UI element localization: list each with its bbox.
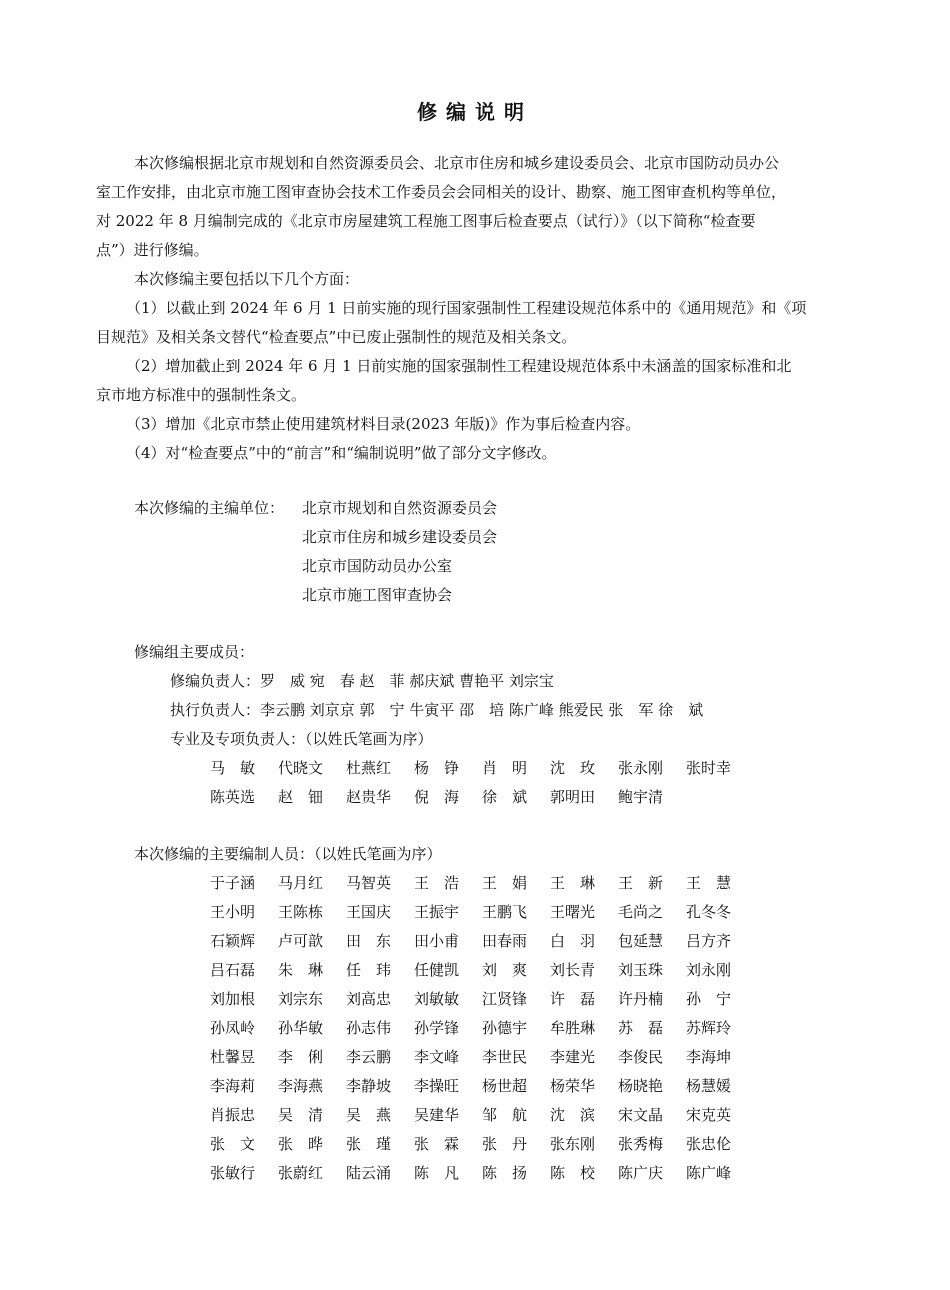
person-name: 石颖辉	[210, 932, 256, 950]
person-name: 刘长青	[550, 961, 596, 979]
person-name: 倪 海	[414, 788, 460, 806]
person-name: 陆云涌	[346, 1164, 392, 1182]
specialists-row	[210, 754, 754, 783]
person-name: 朱 琳	[278, 961, 324, 979]
person-name: 刘宗东	[278, 990, 324, 1008]
person-name: 杜燕红	[346, 759, 392, 777]
person-name: 马月红	[278, 874, 324, 892]
person-name: 李海莉	[210, 1077, 256, 1095]
person-name: 邹 航	[482, 1106, 528, 1124]
person-name: 王 娟	[482, 874, 528, 892]
person-name: 宋文晶	[618, 1106, 664, 1124]
person-name: 马智英	[346, 874, 392, 892]
person-name: 张东刚	[550, 1135, 596, 1153]
person-name: 刘加根	[210, 990, 256, 1008]
intro-paragraph	[96, 149, 856, 265]
leaders-line: 修编负责人：罗 威 宛 春 赵 菲 郝庆斌 曹艳平 刘宗宝	[170, 672, 554, 690]
editors-label: 本次修编的主要编制人员：（以姓氏笔画为序）	[134, 845, 442, 863]
person-name: 杨慧媛	[686, 1077, 732, 1095]
person-name: 张 晔	[278, 1135, 324, 1153]
person-name: 吴 燕	[346, 1106, 392, 1124]
chief-unit: 北京市施工图审查协会	[302, 586, 453, 604]
person-name: 杨 铮	[414, 759, 460, 777]
person-name: 李操旺	[414, 1077, 460, 1095]
person-name: 孙学锋	[414, 1019, 460, 1037]
aspect-line: （2）增加截止到 2024 年 6 月 1 日前实施的国家强制性工程建设规范体系中未涵盖的国家标准和北	[126, 357, 792, 375]
person-name: 孙志伟	[346, 1019, 392, 1037]
editors-row	[210, 1159, 754, 1188]
person-name: 沈 玫	[550, 759, 596, 777]
person-name: 牟胜琳	[550, 1019, 596, 1037]
person-name: 李云鹏	[346, 1048, 392, 1066]
person-name: 张秀梅	[618, 1135, 664, 1153]
person-name: 李静坡	[346, 1077, 392, 1095]
chief-unit: 北京市规划和自然资源委员会	[302, 499, 498, 517]
specialists-row	[210, 783, 754, 812]
person-name: 张蔚红	[278, 1164, 324, 1182]
person-name: 刘 爽	[482, 961, 528, 979]
person-name: 任 玮	[346, 961, 392, 979]
aspect-line: （4）对“检查要点”中的“前言”和“编制说明”做了部分文字修改。	[126, 444, 557, 462]
person-name: 孙 宁	[686, 990, 732, 1008]
aspects-section	[96, 265, 856, 468]
person-name: 田 东	[346, 932, 392, 950]
editors-row	[210, 1130, 754, 1159]
person-name: 陈广庆	[618, 1164, 664, 1182]
editors-row	[210, 898, 754, 927]
person-name: 毛尚之	[618, 903, 664, 921]
person-name: 马 敏	[210, 759, 256, 777]
editors-row	[210, 1101, 754, 1130]
person-name: 李海燕	[278, 1077, 324, 1095]
person-name: 刘永刚	[686, 961, 732, 979]
person-name: 田春雨	[482, 932, 528, 950]
person-name: 李俊民	[618, 1048, 664, 1066]
person-name: 徐 斌	[482, 788, 528, 806]
chief-unit: 北京市住房和城乡建设委员会	[302, 528, 498, 546]
person-name: 赵 钿	[278, 788, 324, 806]
person-name: 王陈栋	[278, 903, 324, 921]
person-name: 包延慧	[618, 932, 664, 950]
person-name: 李文峰	[414, 1048, 460, 1066]
person-name: 王 慧	[686, 874, 732, 892]
chief-units-list	[302, 494, 497, 610]
intro-line: 本次修编根据北京市规划和自然资源委员会、北京市住房和城乡建设委员会、北京市国防动员办公	[134, 154, 780, 172]
person-name: 王 浩	[414, 874, 460, 892]
person-name: 吴建华	[414, 1106, 460, 1124]
page-title: 修编说明	[417, 100, 533, 124]
person-name: 张 文	[210, 1135, 256, 1153]
editors-grid	[210, 869, 754, 1188]
person-name: 许 磊	[550, 990, 596, 1008]
person-name: 田小甫	[414, 932, 460, 950]
intro-line: 点”）进行修编。	[96, 241, 209, 259]
person-name: 许丹楠	[618, 990, 664, 1008]
person-name: 李 俐	[278, 1048, 324, 1066]
person-name: 郭明田	[550, 788, 596, 806]
editors-row	[210, 985, 754, 1014]
person-name: 李建光	[550, 1048, 596, 1066]
person-name: 王国庆	[346, 903, 392, 921]
person-name: 鲍宇清	[618, 788, 664, 806]
person-name: 宋克英	[686, 1106, 732, 1124]
intro-line: 对 2022 年 8 月编制完成的《北京市房屋建筑工程施工图事后检查要点（试行）》（以下简称“检查要	[96, 212, 756, 230]
person-name: 张敏行	[210, 1164, 256, 1182]
person-name: 苏辉玲	[686, 1019, 732, 1037]
aspect-line: 京市地方标准中的强制性条文。	[96, 386, 307, 404]
person-name: 任健凯	[414, 961, 460, 979]
intro-line: 室工作安排，由北京市施工图审查协会技术工作委员会会同相关的设计、勘察、施工图审查机构等单位，	[96, 183, 787, 201]
person-name: 刘敏敏	[414, 990, 460, 1008]
person-name: 孙凤岭	[210, 1019, 256, 1037]
person-name: 肖 明	[482, 759, 528, 777]
editors-row	[210, 1043, 754, 1072]
person-name: 陈英选	[210, 788, 256, 806]
person-name: 赵贵华	[346, 788, 392, 806]
person-name: 卢可歆	[278, 932, 324, 950]
editors-row	[210, 1014, 754, 1043]
person-name: 陈 凡	[414, 1164, 460, 1182]
editors-row	[210, 869, 754, 898]
person-name: 刘高忠	[346, 990, 392, 1008]
executives-line: 执行负责人：李云鹏 刘京京 郭 宁 牛寅平 邵 培 陈广峰 熊爱民 张 军 徐 斌	[170, 701, 704, 719]
chief-unit: 北京市国防动员办公室	[302, 557, 453, 575]
specialists-label: 专业及专项负责人：（以姓氏笔画为序）	[170, 730, 433, 748]
person-name: 刘玉珠	[618, 961, 664, 979]
editors-row	[210, 927, 754, 956]
aspect-line: （3）增加《北京市禁止使用建筑材料目录(2023 年版)》作为事后检查内容。	[126, 415, 641, 433]
person-name: 张永刚	[618, 759, 664, 777]
person-name: 代晓文	[278, 759, 324, 777]
person-name: 陈 校	[550, 1164, 596, 1182]
aspects-intro: 本次修编主要包括以下几个方面：	[134, 270, 360, 288]
specialists-grid	[210, 754, 754, 812]
person-name: 张忠伦	[686, 1135, 732, 1153]
editors-row	[210, 956, 754, 985]
editors-row	[210, 1072, 754, 1101]
aspect-line: （1）以截止到 2024 年 6 月 1 日前实施的现行国家强制性工程建设规范体系中的《通用规范》和《项	[126, 299, 807, 317]
aspect-line: 目规范》及相关条文替代“检查要点”中已废止强制性的规范及相关条文。	[96, 328, 577, 346]
person-name: 李海坤	[686, 1048, 732, 1066]
person-name: 杜馨昱	[210, 1048, 256, 1066]
person-name: 李世民	[482, 1048, 528, 1066]
person-name: 陈广峰	[686, 1164, 732, 1182]
person-name: 孔冬冬	[686, 903, 732, 921]
person-name: 杨晓艳	[618, 1077, 664, 1095]
person-name: 白 羽	[550, 932, 596, 950]
members-label: 修编组主要成员：	[134, 643, 255, 661]
person-name: 王振宇	[414, 903, 460, 921]
person-name: 陈 扬	[482, 1164, 528, 1182]
person-name: 张时幸	[686, 759, 732, 777]
person-name: 张 瑾	[346, 1135, 392, 1153]
person-name: 于子涵	[210, 874, 256, 892]
person-name: 王鹏飞	[482, 903, 528, 921]
person-name: 吕石磊	[210, 961, 256, 979]
person-name: 江贤锋	[482, 990, 528, 1008]
person-name: 张 丹	[482, 1135, 528, 1153]
person-name: 沈 滨	[550, 1106, 596, 1124]
person-name: 吴 清	[278, 1106, 324, 1124]
person-name: 王曙光	[550, 903, 596, 921]
person-name: 王小明	[210, 903, 256, 921]
person-name: 孙华敏	[278, 1019, 324, 1037]
person-name: 肖振忠	[210, 1106, 256, 1124]
person-name: 杨荣华	[550, 1077, 596, 1095]
person-name: 杨世超	[482, 1077, 528, 1095]
person-name: 张 霖	[414, 1135, 460, 1153]
person-name: 苏 磊	[618, 1019, 664, 1037]
person-name: 王 新	[618, 874, 664, 892]
chief-units-label: 本次修编的主编单位：	[134, 499, 285, 517]
person-name: 孙德宇	[482, 1019, 528, 1037]
person-name: 吕方齐	[686, 932, 732, 950]
person-name: 王 琳	[550, 874, 596, 892]
